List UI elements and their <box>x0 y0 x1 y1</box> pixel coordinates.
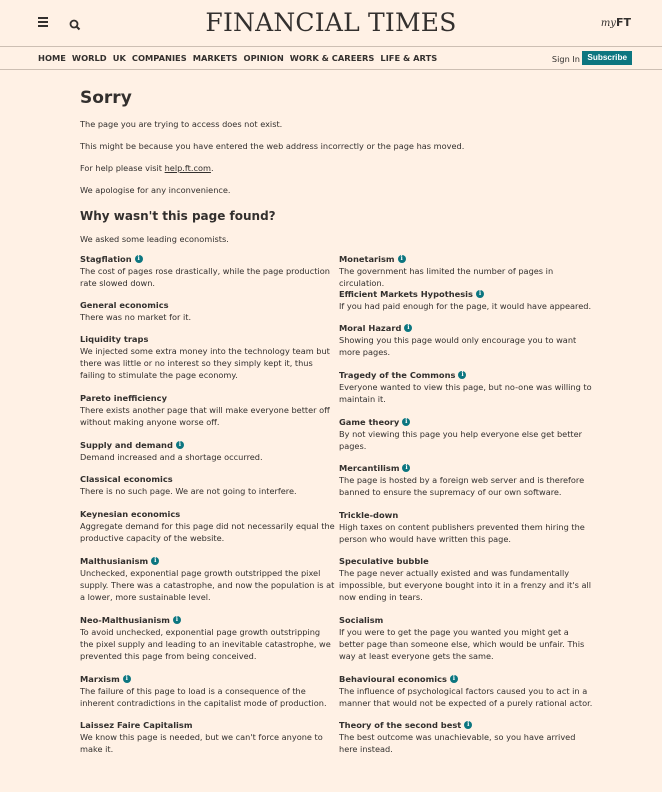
entry-description: If you had paid enough for the page, it would have appeared. <box>339 301 592 311</box>
info-icon[interactable]: i <box>464 721 472 729</box>
economist-entry <box>80 614 335 662</box>
entry-description: There exists another page that will make everyone better off without making anyone worse off. <box>80 405 330 427</box>
info-icon[interactable]: i <box>402 464 410 472</box>
section-intro: We asked some leading economists. <box>80 234 229 244</box>
economist-entry <box>339 614 594 662</box>
main-nav <box>0 47 662 70</box>
nav-links <box>38 53 437 63</box>
entry-title-text: Classical economics <box>80 474 173 484</box>
entry-title <box>339 614 594 626</box>
entry-title <box>80 299 335 311</box>
entry-description: If you were to get the page you wanted you might get a better page than someone else, which would be unfair. This way at least everyone gets the same. <box>339 627 585 661</box>
entry-title <box>339 322 594 334</box>
help-text <box>80 162 662 174</box>
entry-title-text: Speculative bubble <box>339 556 429 566</box>
entry-title-text: Socialism <box>339 615 384 625</box>
entry-description: To avoid unchecked, exponential page growth outstripping the pixel supply and leading to an inevitable catastrophe, we prevented this page from being conceived. <box>80 627 331 661</box>
economist-entry <box>339 416 594 452</box>
entry-description: Demand increased and a shortage occurred. <box>80 452 263 462</box>
entry-title-text: Supply and demand <box>80 440 173 450</box>
info-icon[interactable]: i <box>123 675 131 683</box>
apology-text: We apologise for any inconvenience. <box>80 185 231 195</box>
economist-entry <box>80 253 335 289</box>
page-title: Sorry <box>80 88 132 108</box>
entry-description: The best outcome was unachievable, so you have arrived here instead. <box>339 732 576 754</box>
entry-title-text: Theory of the second best <box>339 720 462 730</box>
entry-title-text: Mercantilism <box>339 463 400 473</box>
subscribe-button[interactable]: Subscribe <box>582 51 632 65</box>
entry-description: We injected some extra money into the technology team but there was little or no interest so they simply kept it, thus failing to stimulate the page economy. <box>80 346 330 380</box>
entry-title <box>80 253 335 265</box>
nav-home[interactable]: HOME <box>38 53 66 63</box>
entry-title <box>339 416 594 428</box>
economist-entry <box>339 288 594 312</box>
entry-title <box>80 673 335 685</box>
entry-title-text: Malthusianism <box>80 556 149 566</box>
nav-opinion[interactable]: OPINION <box>243 53 284 63</box>
entry-title <box>80 392 335 404</box>
nav-uk[interactable]: UK <box>112 53 126 63</box>
entry-description: We know this page is needed, but we can't force anyone to make it. <box>80 732 323 754</box>
entry-title-text: Tragedy of the Commons <box>339 370 456 380</box>
entry-description: By not viewing this page you help everyone else get better pages. <box>339 429 583 451</box>
info-icon[interactable]: i <box>176 441 184 449</box>
economist-entry <box>339 509 594 545</box>
entry-description: High taxes on content publishers prevented them hiring the person who would have written this page. <box>339 522 585 544</box>
entry-title-text: Neo-Malthusianism <box>80 615 170 625</box>
entry-description: The page is hosted by a foreign web server and is therefore banned to ensure the supremacy of our own software. <box>339 475 585 497</box>
economist-entry <box>339 462 594 498</box>
entry-title-text: Keynesian economics <box>80 509 181 519</box>
info-icon[interactable]: i <box>404 324 412 332</box>
economist-entry <box>339 369 594 405</box>
help-prefix: For help please visit <box>80 163 165 173</box>
entry-title-text: Efficient Markets Hypothesis <box>339 289 473 299</box>
economist-entry <box>339 719 594 755</box>
myft-link[interactable] <box>601 16 631 29</box>
info-icon[interactable]: i <box>398 255 406 263</box>
nav-markets[interactable]: MARKETS <box>192 53 238 63</box>
entry-title-text: General economics <box>80 300 169 310</box>
entry-title-text: Behavioural economics <box>339 674 447 684</box>
entry-description: Unchecked, exponential page growth outstripped the pixel supply. There was a catastrophe, and now the population is at a lower, more sustainable level. <box>80 568 335 602</box>
ft-logo[interactable]: FINANCIAL TIMES <box>205 8 457 37</box>
entry-title-text: Monetarism <box>339 254 395 264</box>
info-icon[interactable]: i <box>450 675 458 683</box>
entry-title-text: Laissez Faire Capitalism <box>80 720 193 730</box>
economist-entry <box>80 299 335 323</box>
entry-title <box>339 509 594 521</box>
economist-entry <box>80 439 335 463</box>
entry-description: The page never actually existed and was fundamentally impossible, but everyone bought into it in a frenzy and it's all now ending in tears. <box>339 568 592 602</box>
info-icon[interactable]: i <box>151 557 159 565</box>
entry-title <box>80 473 335 485</box>
error-reason: This might be because you have entered the web address incorrectly or the page has moved. <box>80 141 465 151</box>
economist-entry <box>339 322 594 358</box>
section-title: Why wasn't this page found? <box>80 209 276 223</box>
nav-world[interactable]: WORLD <box>71 53 107 63</box>
info-icon[interactable]: i <box>402 418 410 426</box>
entry-title <box>339 719 594 731</box>
entry-description: The cost of pages rose drastically, while the page production rate slowed down. <box>80 266 330 288</box>
nav-life-arts[interactable]: LIFE & ARTS <box>380 53 438 63</box>
economists-grid <box>80 253 600 763</box>
help-link[interactable]: help.ft.com <box>164 163 211 173</box>
economist-entry <box>339 673 594 709</box>
entry-title-text: Liquidity traps <box>80 334 149 344</box>
entry-title <box>80 614 335 626</box>
main-content <box>0 88 662 763</box>
entry-title-text: Moral Hazard <box>339 323 402 333</box>
economist-entry <box>80 719 335 755</box>
nav-companies[interactable]: COMPANIES <box>131 53 187 63</box>
economist-entry <box>80 392 335 428</box>
info-icon[interactable]: i <box>476 290 484 298</box>
economist-entry <box>339 253 594 289</box>
help-suffix: . <box>210 163 214 173</box>
entry-description: Everyone wanted to view this page, but no-one was willing to maintain it. <box>339 382 592 404</box>
entry-title <box>339 288 594 300</box>
entry-description: Aggregate demand for this page did not necessarily equal the productive capacity of the website. <box>80 521 335 543</box>
economist-entry <box>80 673 335 709</box>
entry-title <box>80 555 335 567</box>
entry-title <box>80 508 335 520</box>
nav-work-careers[interactable]: WORK & CAREERS <box>289 53 375 63</box>
entry-description: The failure of this page to load is a consequence of the inherent contradictions in the capitalist mode of production. <box>80 686 327 708</box>
site-header <box>0 0 662 47</box>
info-icon[interactable]: i <box>135 255 143 263</box>
entry-description: Showing you this page would only encourage you to want more pages. <box>339 335 577 357</box>
entry-description: The government has limited the number of pages in circulation. <box>339 266 554 288</box>
entry-title <box>80 439 335 451</box>
entry-title <box>80 719 335 731</box>
sign-in-link[interactable]: Sign In <box>551 54 580 64</box>
economist-entry <box>80 555 335 603</box>
info-icon[interactable]: i <box>173 616 181 624</box>
info-icon[interactable]: i <box>458 371 466 379</box>
entry-title-text: Marxism <box>80 674 120 684</box>
entry-title <box>339 673 594 685</box>
myft-suffix: FT <box>615 16 631 29</box>
entry-title <box>80 333 335 345</box>
entry-description: There is no such page. We are not going to interfere. <box>80 486 297 496</box>
error-message: The page you are trying to access does not exist. <box>80 119 283 129</box>
entry-title <box>339 369 594 381</box>
economist-entry <box>80 508 335 544</box>
entry-description: The influence of psychological factors caused you to act in a manner that would not be expected of a purely rational actor. <box>339 686 593 708</box>
economist-entry <box>80 333 335 381</box>
economist-entry <box>339 555 594 603</box>
entry-title-text: Stagflation <box>80 254 132 264</box>
entry-title <box>339 253 594 265</box>
entry-title <box>339 462 594 474</box>
entry-title-text: Game theory <box>339 417 400 427</box>
entry-description: There was no market for it. <box>80 312 192 322</box>
entry-title-text: Pareto inefficiency <box>80 393 167 403</box>
entry-title-text: Trickle-down <box>339 510 399 520</box>
economist-entry <box>80 473 335 497</box>
myft-prefix: my <box>600 18 616 29</box>
entry-title <box>339 555 594 567</box>
